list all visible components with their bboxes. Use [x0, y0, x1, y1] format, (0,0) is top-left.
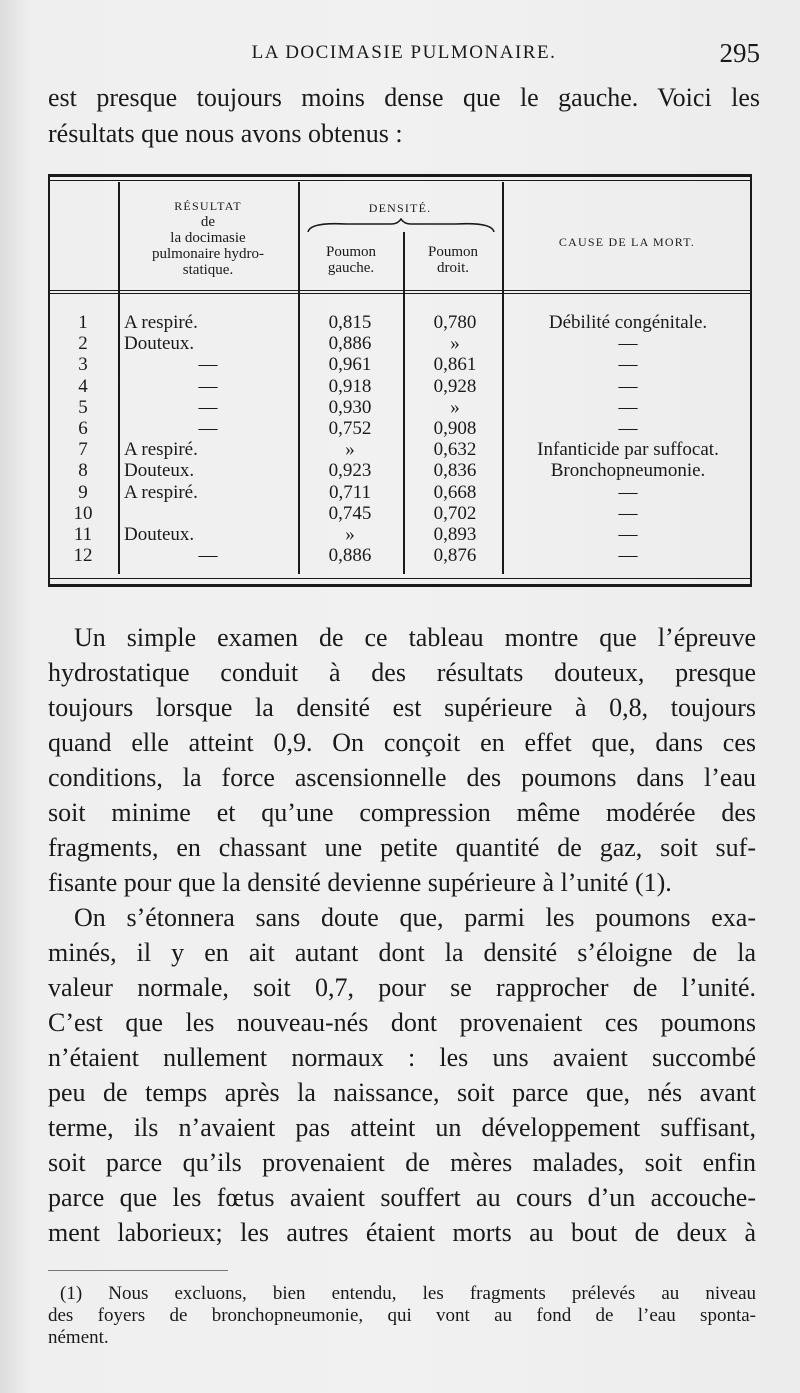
header-result-line: de — [200, 214, 216, 230]
text-line: valeur normale, soit 0,7, pour se rapprocher de l’unité. — [48, 973, 756, 1002]
row-cause: — — [618, 545, 638, 567]
header-result-line: RÉSULTAT — [174, 199, 242, 213]
row-left-density: » — [345, 524, 355, 545]
row-cause: — — [618, 375, 638, 397]
header-result-line: pulmonaire hydro- — [151, 246, 265, 262]
running-title: LA DOCIMASIE PULMONAIRE. — [251, 42, 557, 63]
row-result: A respiré. — [124, 312, 198, 333]
row-left-density: 0,930 — [328, 396, 372, 418]
row-number: 1 — [78, 312, 88, 333]
row-cause: Bronchopneumonie. — [550, 460, 706, 482]
text-line: n’étaient nullement normaux : les uns avaient succombé — [48, 1043, 756, 1072]
row-result: — — [198, 354, 218, 376]
text-line: ment laborieux; les autres étaient morts au bout de deux à — [48, 1218, 756, 1247]
row-number: 11 — [73, 524, 93, 545]
table-row — [48, 482, 752, 503]
row-left-density: 0,886 — [328, 333, 372, 355]
row-left-density: 0,752 — [328, 418, 372, 439]
table-row — [48, 397, 752, 418]
row-number: 9 — [78, 481, 88, 503]
table-header-rule-thin — [48, 293, 752, 294]
table-row — [48, 333, 752, 354]
footnote-rule — [48, 1270, 228, 1271]
footnote-line: nément. — [48, 1327, 109, 1348]
row-left-density: 0,918 — [328, 375, 372, 397]
text-line: conditions, la force ascensionnelle des poumons dans l’eau — [48, 763, 756, 792]
text-line: résultats que nous avons obtenus : — [48, 119, 403, 148]
header-right-line: Poumon — [427, 244, 478, 260]
table-row — [48, 354, 752, 375]
row-cause: — — [618, 502, 638, 524]
row-number: 3 — [78, 354, 88, 376]
row-result: Douteux. — [124, 460, 195, 482]
text-line: minés, il y en ait autant dont la densité s’éloigne de la — [48, 938, 756, 967]
header-right-line: droit. — [436, 260, 470, 276]
row-number: 5 — [78, 396, 88, 418]
row-number: 7 — [78, 439, 88, 461]
header-density: DENSITÉ. — [368, 201, 432, 215]
row-right-density: 0,668 — [433, 481, 477, 503]
row-number: 10 — [73, 502, 93, 524]
row-result: — — [198, 396, 218, 418]
row-result: — — [198, 375, 218, 397]
row-cause: Débilité congénitale. — [548, 312, 708, 333]
table-header-rule — [48, 290, 752, 291]
header-left-line: Poumon — [325, 244, 376, 260]
row-left-density: 0,815 — [328, 312, 372, 333]
footnote — [48, 1283, 756, 1349]
text-line: Un simple examen de ce tableau montre que l’épreuve — [74, 623, 756, 652]
row-left-density: 0,961 — [328, 354, 372, 376]
row-number: 8 — [78, 460, 88, 482]
row-left-density: » — [345, 439, 355, 461]
row-cause: — — [618, 481, 638, 503]
header-cause: CAUSE DE LA MORT. — [558, 235, 696, 249]
row-result: A respiré. — [124, 481, 198, 503]
row-result: — — [198, 418, 218, 439]
header-left-lung — [300, 244, 402, 276]
row-number: 6 — [78, 418, 88, 439]
text-line: parce que les fœtus avaient souffert au cours d’un accouche- — [48, 1183, 756, 1212]
text-line: On s’étonnera sans doute que, parmi les poumons exa- — [74, 903, 756, 932]
text-line: soit minime et qu’une compression même modérée des — [48, 798, 756, 827]
table-row — [48, 376, 752, 397]
intro-paragraph — [48, 80, 760, 152]
row-cause: — — [618, 396, 638, 418]
table-row — [48, 524, 752, 545]
table-row — [48, 439, 752, 460]
row-result: Douteux. — [124, 333, 195, 355]
table-row — [48, 503, 752, 524]
text-line: fragments, en chassant une petite quantité de gaz, soit suf- — [48, 833, 756, 862]
row-left-density: 0,711 — [328, 481, 372, 503]
header-right-lung — [405, 244, 501, 276]
table-bottom-rule — [48, 578, 752, 579]
row-right-density: 0,893 — [433, 524, 477, 545]
text-line: peu de temps après la naissance, soit parce que, nés avant — [48, 1078, 756, 1107]
row-cause: — — [618, 333, 638, 355]
row-number: 12 — [73, 545, 93, 567]
row-number: 2 — [78, 333, 88, 355]
text-line: C’est que les nouveau-nés dont provenaient ces poumons — [48, 1008, 756, 1037]
text-line: est presque toujours moins dense que le gauche. Voici les — [48, 83, 760, 112]
header-result-line: statique. — [182, 262, 234, 278]
row-result: A respiré. — [124, 439, 198, 461]
row-right-density: 0,780 — [433, 312, 477, 333]
row-left-density: 0,745 — [328, 502, 372, 524]
row-cause: Infanticide par suffocat. — [537, 439, 719, 461]
table-row — [48, 312, 752, 333]
table-row — [48, 545, 752, 566]
text-line: fisante pour que la densité devienne supérieure à l’unité (1). — [48, 868, 672, 897]
running-head — [48, 38, 760, 68]
header-result-line: la docimasie — [170, 230, 246, 246]
row-cause: — — [618, 354, 638, 376]
row-right-density: 0,836 — [433, 460, 477, 482]
page-number: 295 — [719, 38, 760, 68]
table-bottom-rule-thick — [48, 584, 752, 587]
row-cause: — — [618, 418, 638, 439]
footnote-line: des foyers de bronchopneumonie, qui vont au fond de l’eau sponta- — [48, 1305, 756, 1326]
density-brace — [306, 218, 496, 234]
row-left-density: 0,923 — [328, 460, 372, 482]
density-table — [48, 172, 752, 594]
header-result — [120, 198, 296, 278]
table-top-rule — [48, 174, 752, 177]
row-left-density: 0,886 — [328, 545, 372, 567]
row-number: 4 — [78, 375, 88, 397]
row-right-density: » — [450, 333, 460, 355]
row-right-density: 0,928 — [433, 375, 477, 397]
table-row — [48, 460, 752, 481]
text-line: quand elle atteint 0,9. On conçoit en effet que, dans ces — [48, 728, 756, 757]
row-right-density: 0,702 — [433, 502, 477, 524]
row-result: Douteux. — [124, 524, 195, 545]
row-right-density: 0,876 — [433, 545, 477, 567]
header-left-line: gauche. — [327, 260, 375, 276]
row-right-density: 0,861 — [433, 354, 477, 376]
row-cause: — — [618, 524, 638, 545]
footnote-line: (1) Nous excluons, bien entendu, les fragments prélevés au niveau — [60, 1283, 756, 1304]
row-result: — — [198, 545, 218, 567]
row-right-density: 0,908 — [433, 418, 477, 439]
text-line: toujours lorsque la densité est supérieure à 0,8, toujours — [48, 693, 756, 722]
table-row — [48, 418, 752, 439]
row-right-density: 0,632 — [433, 439, 477, 461]
text-line: hydrostatique conduit à des résultats douteux, presque — [48, 658, 756, 687]
text-line: soit parce qu’ils provenaient de mères malades, soit enfin — [48, 1148, 756, 1177]
text-line: terme, ils n’avaient pas atteint un développement suffisant, — [48, 1113, 756, 1142]
table-top-rule-thin — [48, 180, 752, 181]
body-text — [48, 620, 756, 1250]
row-right-density: » — [450, 396, 460, 418]
